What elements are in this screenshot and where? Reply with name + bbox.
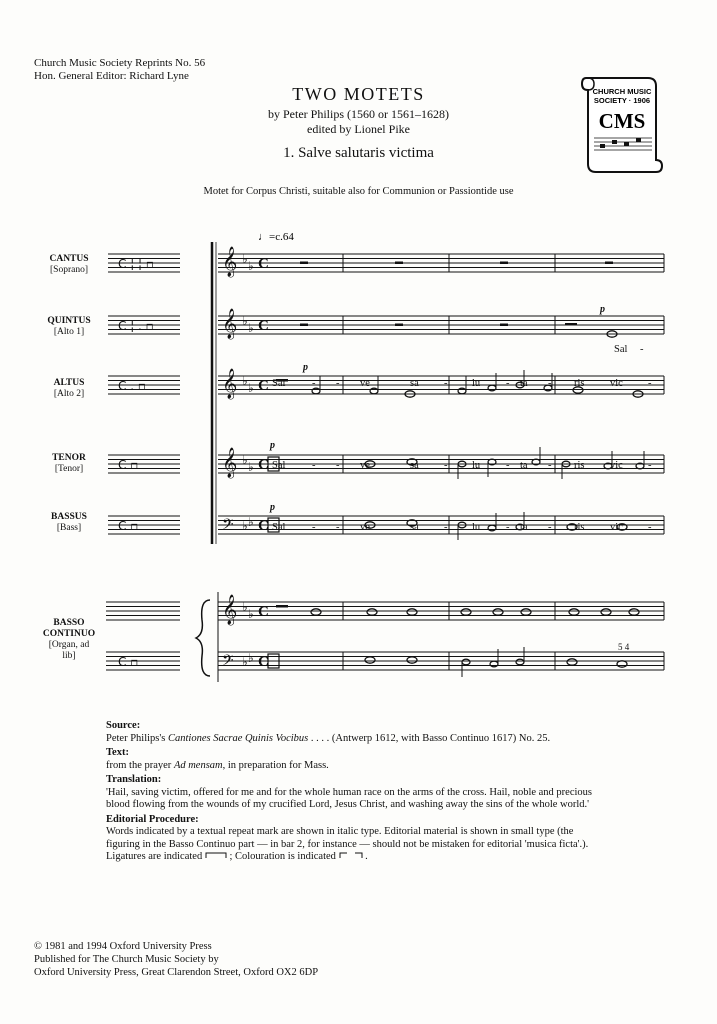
key-signature: ♭: [248, 381, 254, 395]
note: [488, 525, 496, 531]
logo-line2: SOCIETY · 1906: [593, 96, 651, 105]
translation-heading: Translation:: [106, 774, 162, 785]
lyric-tenor-9: -: [548, 460, 552, 471]
lyric-tenor-7: -: [506, 460, 510, 471]
time-signature: C: [258, 654, 269, 670]
time-signature: C: [258, 457, 269, 473]
incipit-mark: C ¦ . ▫: [118, 319, 154, 333]
lyric-altus-6: lu: [472, 378, 481, 389]
note: [490, 661, 498, 667]
lyric-bassus-0: Sal: [272, 522, 286, 533]
lyric-bassus-7: -: [506, 522, 510, 533]
lyric-bassus-2: -: [336, 522, 340, 533]
procedure-heading: Editorial Procedure:: [106, 813, 199, 825]
lyric-bassus-9: -: [548, 522, 552, 533]
lyric-bassus-10: ris: [574, 522, 585, 533]
note: [488, 385, 496, 391]
voice-label-altus: ALTUS [Alto 2]: [53, 378, 85, 399]
dynamic-mark: p: [270, 440, 275, 451]
logo-line1: CHURCH MUSIC: [592, 87, 652, 96]
voice-label-cantus: CANTUS [Soprano]: [49, 254, 89, 275]
key-signature: ♭: [248, 607, 254, 621]
rest: [300, 262, 308, 265]
lyric-bassus-5: -: [444, 522, 448, 533]
key-signature: ♭: [242, 374, 248, 388]
note: [629, 609, 639, 615]
key-signature: ♭: [248, 259, 254, 273]
dynamic-mark: p: [303, 362, 308, 373]
motet-description: Motet for Corpus Christi, suitable also for Communion or Passiontide use: [203, 186, 514, 197]
publisher-line: Published for The Church Music Society by: [34, 954, 219, 965]
incipit-mark: C ▫: [118, 519, 139, 533]
lyric-tenor-3: ve: [360, 460, 370, 471]
address-line: Oxford University Press, Great Clarendon Street, Oxford OX2 6DP: [34, 967, 319, 978]
ligature-symbol: [205, 851, 227, 859]
rest: [565, 323, 577, 326]
note: [407, 657, 417, 663]
lyric-altus-9: -: [548, 378, 552, 389]
key-signature: ♭: [242, 314, 248, 328]
voice-label-continuo: BASSO CONTINUO [Organ, ad lib]: [42, 618, 96, 661]
bass-clef: 𝄢: [222, 652, 234, 673]
time-signature: C: [258, 604, 269, 620]
rest: [276, 605, 288, 608]
lyric-tenor-12: -: [648, 460, 652, 471]
time-signature: C: [258, 318, 269, 334]
general-editor: Hon. General Editor: Richard Lyne: [34, 70, 189, 82]
time-signature: C: [258, 378, 269, 394]
lyric-altus-7: -: [506, 378, 510, 389]
lyric-bassus-11: vic: [610, 522, 623, 533]
source-text: Peter Philips's Cantiones Sacrae Quinis Vocibus . . . . (Antwerp 1612, with Basso Continuo 1617) No. 25.: [106, 732, 551, 744]
note: [370, 388, 378, 394]
figured-bass: 5 4: [618, 642, 630, 652]
tempo-marking: ♩=c.64: [258, 231, 294, 243]
cms-logo: [578, 72, 664, 182]
rest: [605, 262, 613, 265]
treble-clef: 𝄞: [222, 448, 238, 478]
key-signature: ♭: [242, 655, 248, 669]
note: [367, 609, 377, 615]
note: [312, 388, 320, 394]
dynamic-mark: p: [270, 502, 275, 513]
note: [567, 659, 577, 665]
lyric-tenor-2: -: [336, 460, 340, 471]
lyric-altus-5: -: [444, 378, 448, 389]
note: [521, 609, 531, 615]
time-signature: C: [258, 256, 269, 272]
motet-subtitle: 1. Salve salutaris victima: [283, 145, 434, 161]
procedure-text: Words indicated by a textual repeat mark are shown in italic type. Editorial material is shown in small type (the figuring in the Basso Continuo part — in bar 2, for instance — should not be mistaken for editorial 'musica ficta'.). Ligatures are indicated ; Colouration is indicated .: [106, 826, 589, 862]
lyric-tenor-6: lu: [472, 460, 481, 471]
logo-initials: CMS: [598, 109, 646, 133]
incipit-mark: C ▫: [118, 655, 139, 669]
treble-clef: 𝄞: [222, 595, 238, 625]
rest: [500, 262, 508, 265]
note: [311, 609, 321, 615]
page-title: TWO MOTETS: [292, 84, 425, 104]
note: [462, 659, 470, 665]
lyric-bassus-8: ta: [520, 522, 528, 533]
incipit-mark: C . ▫: [118, 379, 146, 393]
note: [569, 609, 579, 615]
bass-clef: 𝄢: [222, 516, 234, 537]
rest: [300, 324, 308, 327]
voice-label-bassus: BASSUS [Bass]: [51, 512, 87, 533]
score-system: [0, 220, 717, 700]
lyric-altus-12: -: [648, 378, 652, 389]
rest: [395, 324, 403, 327]
key-signature: ♭: [242, 600, 248, 614]
note: [365, 657, 375, 663]
voice-label-tenor: TENOR [Tenor]: [52, 453, 86, 474]
continuo-brace: [196, 600, 210, 676]
lyric-quintus-0: Sal: [614, 344, 628, 355]
incipit-mark: C ▫: [118, 458, 139, 472]
lyric-tenor-4: sa: [410, 460, 419, 471]
note: [516, 659, 524, 665]
lyric-bassus-1: -: [312, 522, 316, 533]
treble-clef: 𝄞: [222, 309, 238, 339]
lyric-altus-4: sa: [410, 378, 419, 389]
lyric-bassus-3: ve: [360, 522, 370, 533]
time-signature: C: [258, 518, 269, 534]
key-signature: ♭: [248, 321, 254, 335]
lyric-altus-0: Sal: [272, 378, 286, 389]
text-source: from the prayer Ad mensam, in preparation for Mass.: [106, 759, 329, 771]
lyric-altus-2: -: [336, 378, 340, 389]
lyric-altus-3: ve: [360, 378, 370, 389]
note: [493, 609, 503, 615]
key-signature: ♭: [248, 460, 254, 474]
note: [601, 609, 611, 615]
lyric-altus-8: ta: [520, 378, 528, 389]
lyric-bassus-6: lu: [472, 522, 481, 533]
lyric-tenor-5: -: [444, 460, 448, 471]
series-number: Church Music Society Reprints No. 56: [34, 57, 206, 69]
note: [458, 388, 466, 394]
lyric-bassus-4: sa: [410, 522, 419, 533]
note: [617, 661, 627, 667]
rest: [395, 262, 403, 265]
lyric-tenor-1: -: [312, 460, 316, 471]
lyric-altus-10: ris: [574, 378, 585, 389]
treble-clef: 𝄞: [222, 247, 238, 277]
lyric-bassus-12: -: [648, 522, 652, 533]
source-heading: Source:: [106, 720, 141, 731]
colouration-symbol: [339, 851, 363, 859]
incipit-mark: C ¦ ¦ ▫: [118, 257, 155, 271]
text-heading: Text:: [106, 747, 129, 758]
lyric-quintus-1: -: [640, 344, 644, 355]
lyric-tenor-11: vic: [610, 460, 623, 471]
editorial-notes: [106, 718, 606, 866]
copyright-block: [34, 940, 318, 979]
lyric-tenor-8: ta: [520, 460, 528, 471]
lyric-tenor-10: ris: [574, 460, 585, 471]
translation-text: 'Hail, saving victim, offered for me and for the whole human race on the arms of the cross. Hail, noble and precious blood flowing from the wounds of my crucified Lord, Jesus Christ, and washing away the sins of the whole world.': [106, 786, 593, 810]
lyric-altus-11: vic: [610, 378, 623, 389]
voice-label-quintus: QUINTUS [Alto 1]: [47, 316, 91, 337]
key-signature: ♭: [242, 519, 248, 533]
copyright-line: © 1981 and 1994 Oxford University Press: [34, 941, 212, 952]
key-signature: ♭: [248, 651, 254, 665]
note: [461, 609, 471, 615]
lyric-tenor-0: Sal: [272, 460, 286, 471]
note: [407, 609, 417, 615]
key-signature: ♭: [242, 453, 248, 467]
treble-clef: 𝄞: [222, 369, 238, 399]
key-signature: ♭: [242, 252, 248, 266]
composer-byline: by Peter Philips (1560 or 1561–1628): [268, 107, 449, 121]
key-signature: ♭: [248, 515, 254, 529]
editor-line: edited by Lionel Pike: [307, 122, 410, 136]
series-info: [34, 57, 205, 83]
lyric-altus-1: -: [312, 378, 316, 389]
rest: [500, 324, 508, 327]
dynamic-mark: p: [600, 304, 605, 315]
